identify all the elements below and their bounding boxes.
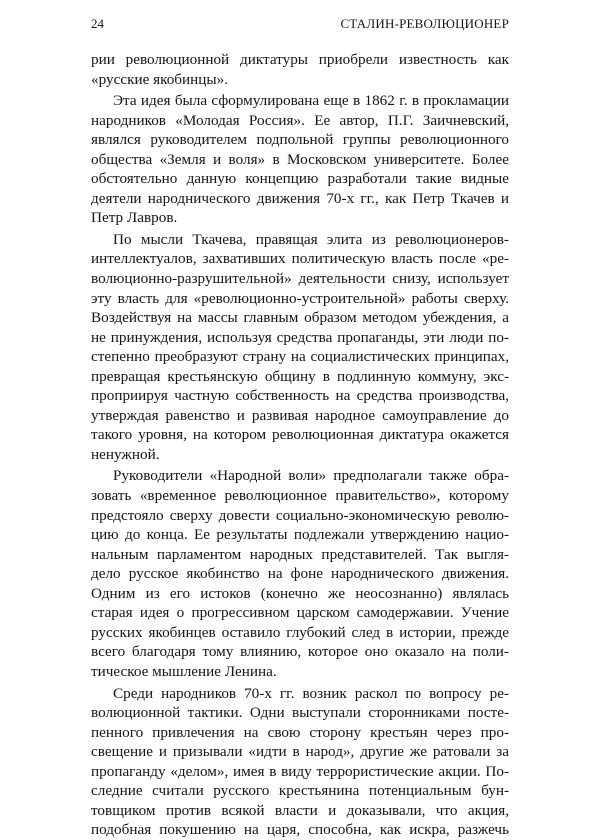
text-line: дело русское якобинство на фоне народнического движения.	[91, 565, 509, 583]
text-line: цию до конца. Ее результаты подлежали утверждению нацио-	[91, 526, 509, 544]
text-line: тическое мышление Ленина.	[91, 662, 277, 680]
text-line: народников «Молодая Россия». Ее автор, П.Г. Заичневский,	[91, 111, 509, 129]
text-line: пропаганду «делом», имея в виду террористические акции. По-	[91, 762, 509, 780]
text-line: Среди народников 70-х гг. возник раскол по вопросу ре-	[113, 684, 509, 702]
text-line: ненужной.	[91, 445, 160, 463]
text-line: пенного привлечения на свою сторону крестьян через про-	[91, 723, 509, 741]
text-line: интеллектуалов, захвативших политическую власть после «ре-	[91, 250, 509, 268]
paragraph	[91, 230, 509, 465]
text-line: «русские якобинцы».	[91, 70, 228, 88]
text-line: степенно преобразуют страну на социалистических принципах,	[91, 348, 509, 366]
text-line: товщиком против всякой власти и доказывали, что акция,	[91, 801, 509, 819]
text-line: Петр Лавров.	[91, 209, 178, 227]
text-line: не принуждения, используя средства пропаганды, эти люди по-	[91, 328, 509, 346]
text-line: Эта идея была сформулирована еще в 1862 г. в прокламации	[113, 92, 509, 110]
paragraph	[91, 91, 509, 228]
text-line: русских якобинцев оставило глубокий след в истории, прежде	[91, 623, 509, 641]
text-line: волюционной тактики. Одни выступали сторонниками посте-	[91, 704, 509, 722]
paragraph	[91, 684, 509, 840]
text-line: утверждая равенство и развивая народное самоуправление до	[91, 406, 509, 424]
body-text	[91, 50, 509, 840]
text-line: следние считали русского крестьянина потенциальным бун-	[91, 782, 509, 800]
text-line: обстоятельно данную концепцию разработали такие видные	[91, 170, 509, 188]
text-line: эту власть для «революционно-устроительной» работы сверху.	[91, 289, 509, 307]
text-line: старая идея о прогрессивном царском самодержавии. Учение	[91, 604, 509, 622]
paragraph	[91, 50, 509, 89]
running-title: СТАЛИН-РЕВОЛЮЦИОНЕР	[340, 16, 509, 31]
text-line: предстояло сверху довести социально-экономическую револю-	[91, 506, 509, 524]
page-number: 24	[91, 16, 104, 31]
text-line: являлся руководителем подпольной группы революционного	[91, 131, 509, 149]
text-line: волюционно-разрушительной» деятельности снизу, использует	[91, 270, 509, 288]
text-line: зовать «временное революционное правительство», которому	[91, 487, 509, 505]
text-line: Руководители «Народной воли» предполагали также обра-	[113, 467, 509, 485]
paragraph	[91, 466, 509, 681]
text-line: подобная покушению на царя, способна, как искра, разжечь	[91, 821, 509, 839]
text-line: Воздействуя на массы главным образом методом убеждения, а	[91, 309, 509, 327]
text-line: нальным парламентом народных представителей. Так выгля-	[91, 545, 509, 563]
text-line: рии революционной диктатуры приобрели известность как	[91, 51, 509, 68]
text-line: деятели народнического движения 70-х гг., как Петр Ткачев и	[91, 189, 509, 207]
text-line: По мысли Ткачева, правящая элита из революционеров-	[113, 230, 509, 248]
text-line: общества «Земля и воля» в Московском университете. Более	[91, 150, 509, 168]
text-line: всего благодаря тому влиянию, которое оно оказало на поли-	[91, 643, 509, 661]
running-head	[91, 15, 509, 33]
text-line: свещение и призывали «идти в народ», другие же ратовали за	[91, 743, 509, 761]
text-line: Одним из его истоков (конечно же неосознанно) являлась	[91, 584, 509, 602]
text-line: проприируя частную собственность на средства производства,	[91, 387, 509, 405]
text-line: превращая крестьянскую общину в подлинную коммуну, экс-	[91, 367, 509, 385]
text-line: такого уровня, на котором революционная диктатура окажется	[91, 426, 509, 444]
